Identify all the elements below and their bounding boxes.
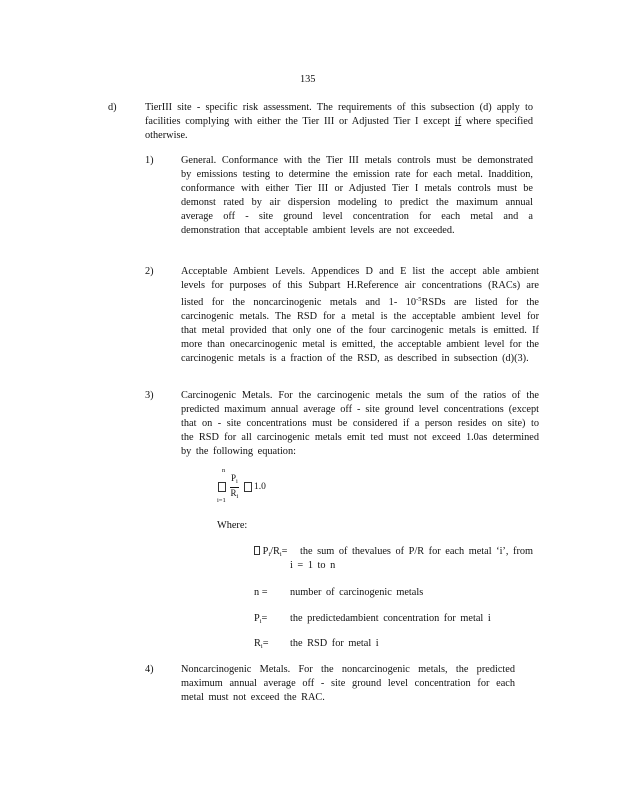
definition-sum-text: the sum of thevalues of P/R for each metal ‘i’, from i = 1 to n xyxy=(290,546,534,571)
numerator-symbol: P xyxy=(231,473,237,483)
definition-pi xyxy=(254,612,267,629)
definition-term-tail-subscript: i xyxy=(279,551,282,558)
sigma-symbol-small xyxy=(254,546,260,555)
definition-term-tail: /R xyxy=(270,546,280,557)
fraction-numerator xyxy=(230,473,239,488)
item-2-text-b: RSDs are listed for the carcinogenic metals. The RSD for a metal is the acceptable ambient level for that metal provided that only one of the four carcinogenic metals is emitted. If more than onecarcinogenic metal is emitted, the acceptable ambient level for the carcinogenic metals is a fraction of the RSD, as described in subsection (d)(3). xyxy=(181,297,539,364)
definition-term-subscript: i xyxy=(259,618,262,625)
item-2-label: 2) xyxy=(145,266,154,277)
denominator-subscript: i xyxy=(236,493,239,500)
sigma-symbol xyxy=(218,482,226,492)
item-2-superscript: -5 xyxy=(416,296,422,303)
le-symbol xyxy=(244,482,252,492)
definition-n-text: number of carcinogenic metals xyxy=(290,587,424,598)
ratio-fraction xyxy=(230,473,239,502)
fraction-denominator xyxy=(230,488,239,502)
definition-equals: = xyxy=(261,613,268,624)
definition-ri-text: the RSD for metal i xyxy=(290,638,379,649)
definition-pi-text: the predictedambient concentration for metal i xyxy=(290,613,491,624)
item-3-text: Carcinogenic Metals. For the carcinogenic metals the sum of the ratios of the predicted maximum annual average off - site ground level concentrations (except that on - site concentrations must be considered if a person resides on site) to the RSD for all carcinogenic metals emit ted must not exceed 1.0as determined by the following equation: xyxy=(181,390,539,457)
denominator-symbol: R xyxy=(230,488,237,498)
page-number: 135 xyxy=(300,74,316,85)
equation-rhs: 1.0 xyxy=(254,482,266,492)
definition-equals: = xyxy=(281,546,288,557)
sum-lower-limit: i=1 xyxy=(217,497,226,504)
definition-equals: = xyxy=(259,587,268,598)
definition-n xyxy=(254,586,268,600)
definition-term-subscript: i xyxy=(268,551,271,558)
item-2-paragraph xyxy=(181,265,539,366)
item-4-label: 4) xyxy=(145,664,154,675)
item-4-text: Noncarcinogenic Metals. For the noncarcinogenic metals, the predicted maximum annual average off - site ground level concentration for each metal must not exceed the RAC. xyxy=(181,664,515,703)
definition-equals: = xyxy=(262,638,269,649)
item-1-text: General. Conformance with the Tier III metals controls must be demonstrated by emissions testing to determine the emission rate for each metal. Inaddition, conformance with either Tier III or Adjusted Tier I metals controls must be demonst rated by air dispersion modeling to predict the maximum annual average off - site ground level concentration for each metal and a demonstration that acceptable ambient levels are not exceeded. xyxy=(181,155,533,236)
definition-term: R xyxy=(254,638,261,649)
definition-ri xyxy=(254,637,269,654)
item-2-text-a: Acceptable Ambient Levels. Appendices D and E list the accept able ambient levels for purposes of this Subpart H.Reference air concentrations (RACs) are listed for the noncarcinogenic metals and 1- 10 xyxy=(181,266,539,308)
where-label: Where: xyxy=(217,520,248,531)
section-d-text: The requirements of this subsection (d) apply to facilities complying with either the Tier III or Adjusted Tier I except xyxy=(145,102,533,127)
summation-equation xyxy=(212,467,292,506)
section-d-paragraph xyxy=(145,101,533,143)
section-d-text-end: where specified otherwise. xyxy=(145,116,534,141)
section-d-underlined: if xyxy=(454,116,462,127)
item-1-label: 1) xyxy=(145,155,154,166)
definition-term-subscript: i xyxy=(260,643,263,650)
sum-upper-limit: n xyxy=(222,467,226,474)
definition-term: P xyxy=(254,613,260,624)
section-d-lead: TierIII site - specific risk assessment. xyxy=(145,102,312,113)
definition-term: P xyxy=(262,546,269,557)
section-d-label: d) xyxy=(108,102,117,113)
numerator-subscript: i xyxy=(236,478,238,485)
item-3-label: 3) xyxy=(145,390,154,401)
definition-term: n xyxy=(254,587,260,598)
